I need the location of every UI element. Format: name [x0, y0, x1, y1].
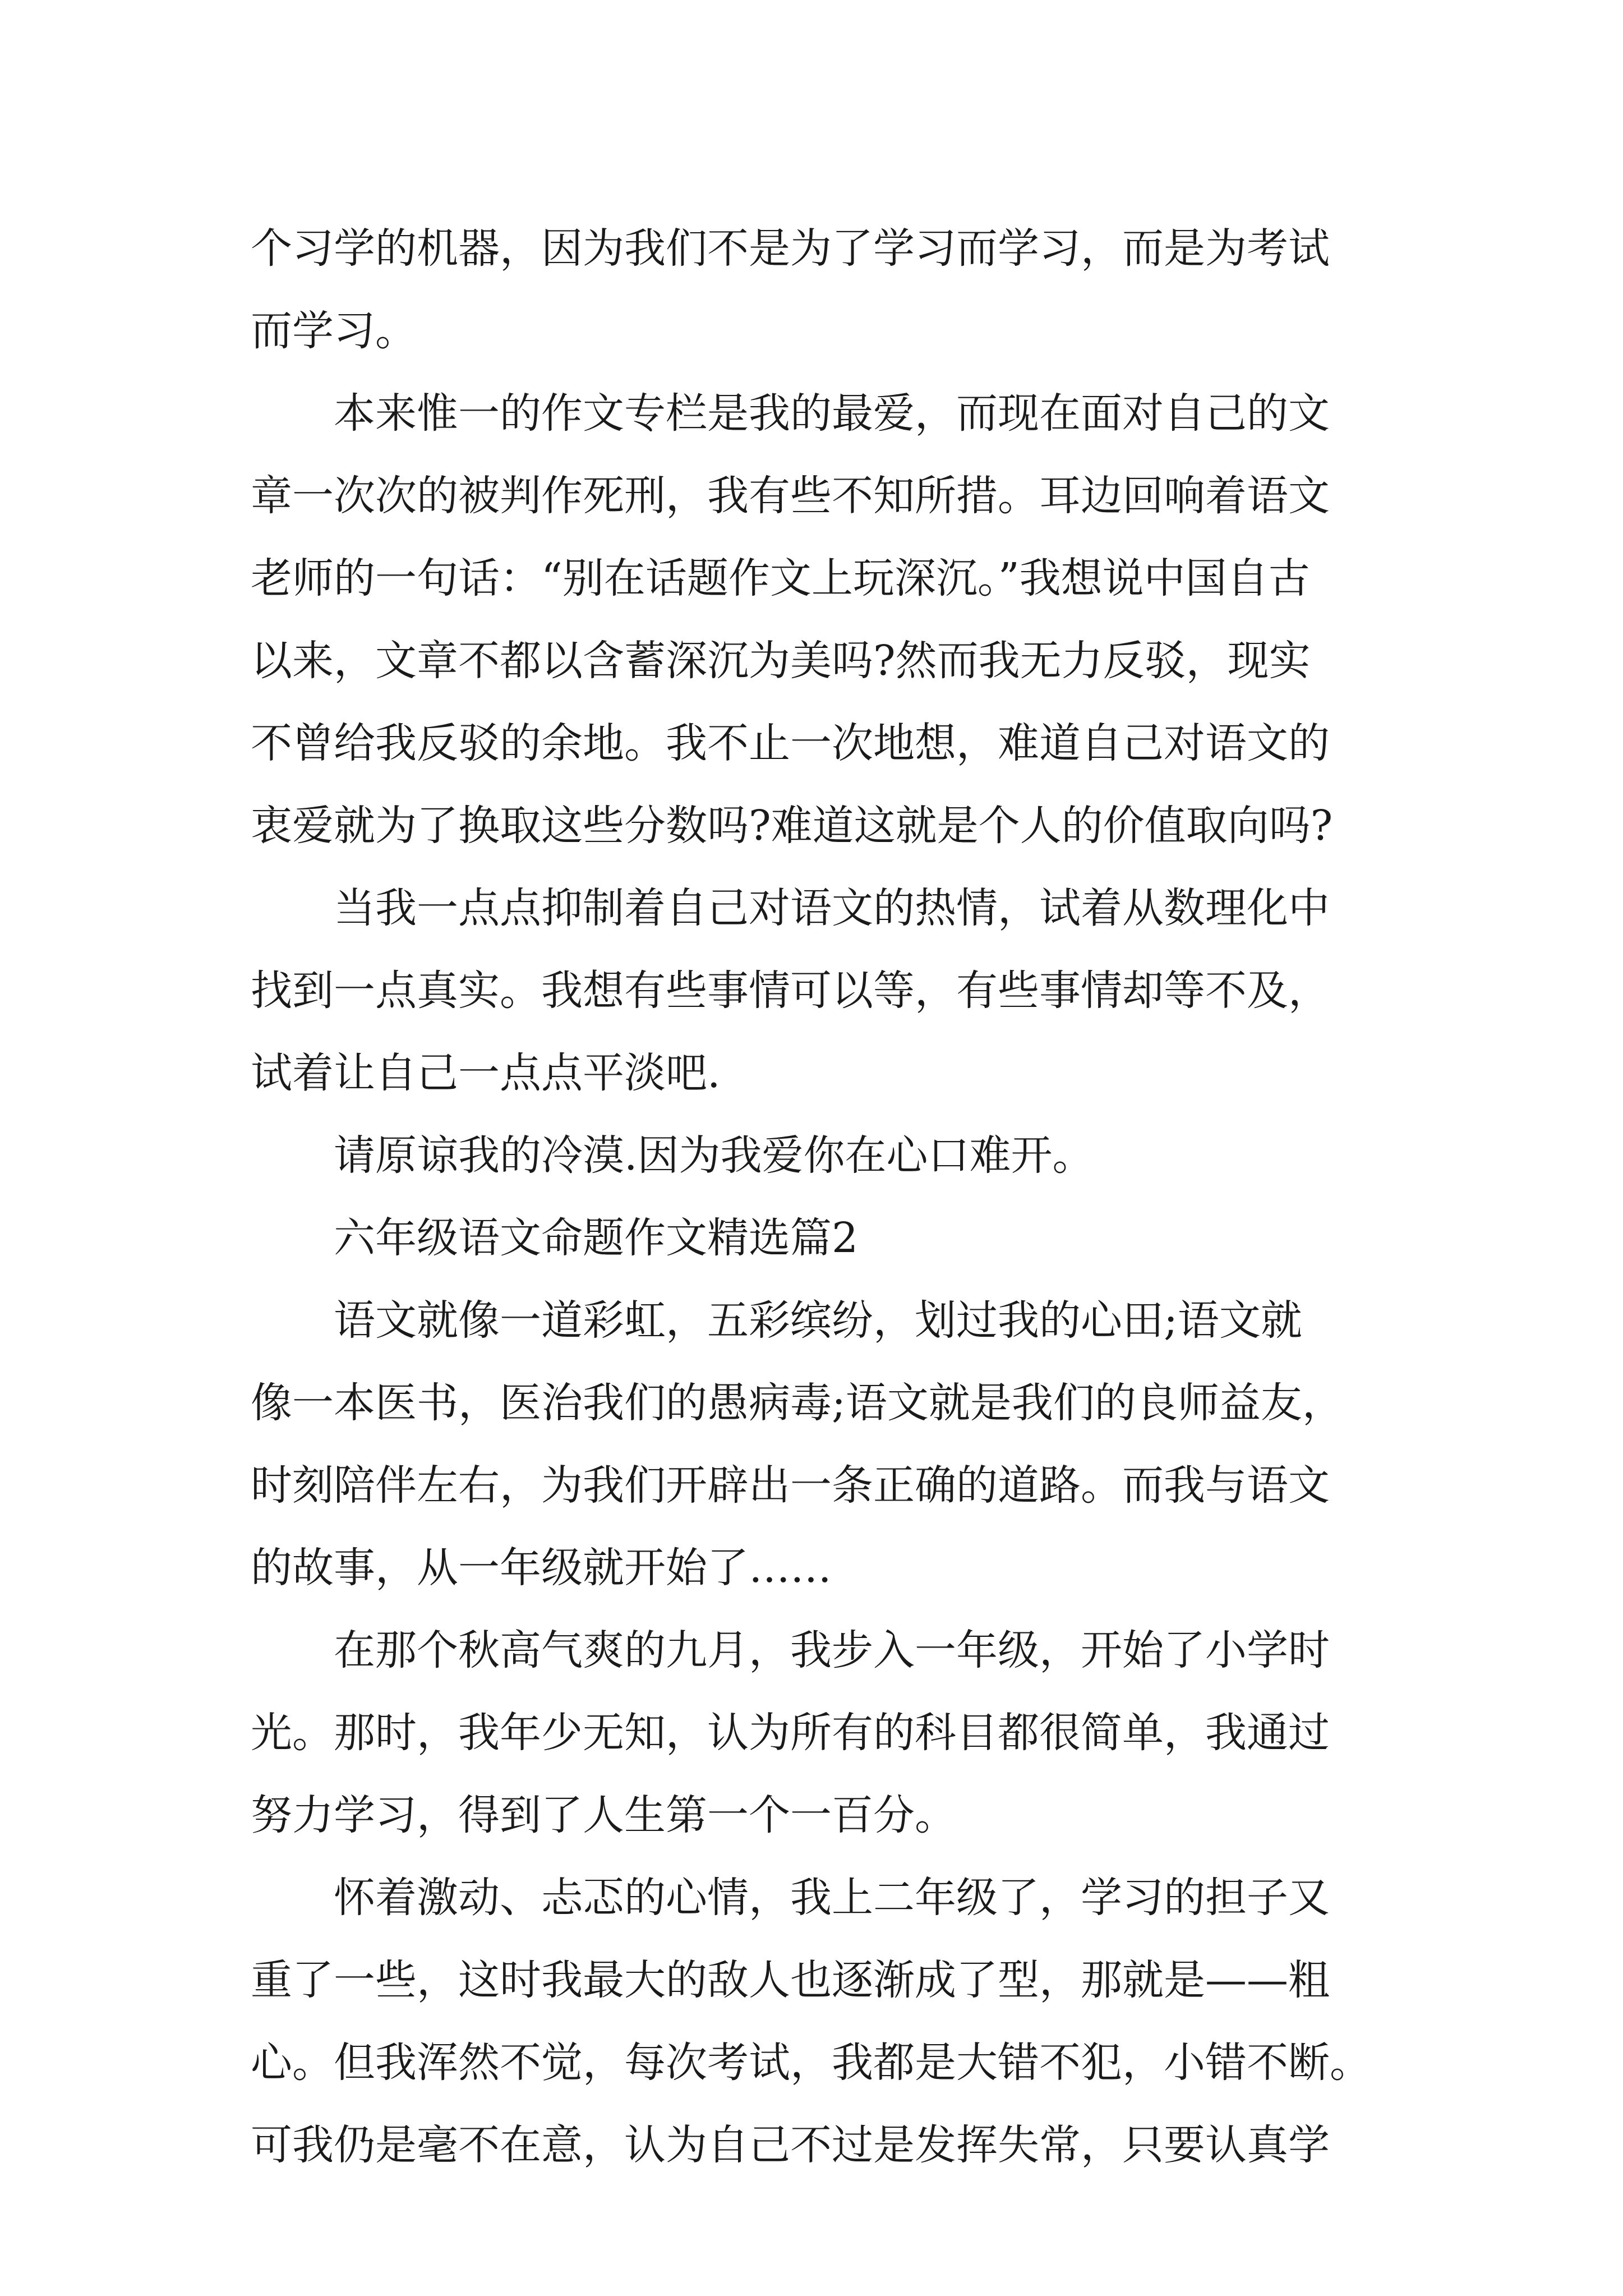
text-line: 可我仍是毫不在意，认为自己不过是发挥失常，只要认真学: [251, 2121, 1330, 2169]
text-line: 六年级语文命题作文精选篇2: [334, 1214, 859, 1262]
text-line: 语文就像一道彩虹，五彩缤纷，划过我的心田;语文就: [334, 1296, 1302, 1345]
paragraph: [251, 1115, 1384, 1197]
paragraph: [251, 867, 1384, 1115]
text-line: 重了一些，这时我最大的敌人也逐渐成了型，那就是——粗: [251, 1956, 1330, 2004]
paragraph: [251, 1609, 1384, 1857]
paragraph: [251, 1857, 1384, 2187]
text-line: 不曾给我反驳的余地。我不止一次地想，难道自己对语文的: [251, 719, 1330, 767]
text-line: 在那个秋高气爽的九月，我步入一年级，开始了小学时: [334, 1626, 1330, 1674]
text-line: 章一次次的被判作死刑，我有些不知所措。耳边回响着语文: [251, 472, 1330, 520]
text-line: 努力学习，得到了人生第一个一百分。: [251, 1791, 956, 1839]
text-line: 试着让自己一点点平淡吧.: [251, 1049, 721, 1097]
document-body: [251, 208, 1384, 2187]
text-line: 心。但我浑然不觉，每次考试，我都是大错不犯，小错不断。: [251, 2039, 1371, 2087]
text-line: 衷爱就为了换取这些分数吗?难道这就是个人的价值取向吗?: [251, 802, 1333, 850]
text-line: 以来，文章不都以含蓄深沉为美吗?然而我无力反驳，现实: [251, 637, 1311, 685]
paragraph: [251, 1280, 1384, 1609]
text-line: 的故事，从一年级就开始了……: [251, 1544, 832, 1592]
text-line: 怀着激动、忐忑的心情，我上二年级了，学习的担子又: [334, 1874, 1330, 1922]
text-line: 本来惟一的作文专栏是我的最爱，而现在面对自己的文: [334, 389, 1330, 438]
text-line: 当我一点点抑制着自己对语文的热情，试着从数理化中: [334, 884, 1330, 932]
text-line: 像一本医书，医治我们的愚病毒;语文就是我们的良师益友，: [251, 1379, 1344, 1427]
text-line: 时刻陪伴左右，为我们开辟出一条正确的道路。而我与语文: [251, 1461, 1330, 1510]
text-line: 光。那时，我年少无知，认为所有的科目都很简单，我通过: [251, 1709, 1330, 1757]
text-line: 个习学的机器，因为我们不是为了学习而学习，而是为考试: [251, 224, 1330, 273]
text-line: 老师的一句话：“别在话题作文上玩深沉。”我想说中国自古: [251, 554, 1310, 602]
section-heading: [251, 1197, 1384, 1280]
paragraph: [251, 208, 1384, 372]
text-line: 而学习。: [251, 307, 417, 355]
text-line: 请原谅我的冷漠.因为我爱你在心口难开。: [334, 1131, 1094, 1180]
text-line: 找到一点真实。我想有些事情可以等，有些事情却等不及，: [251, 967, 1330, 1015]
paragraph: [251, 372, 1384, 867]
